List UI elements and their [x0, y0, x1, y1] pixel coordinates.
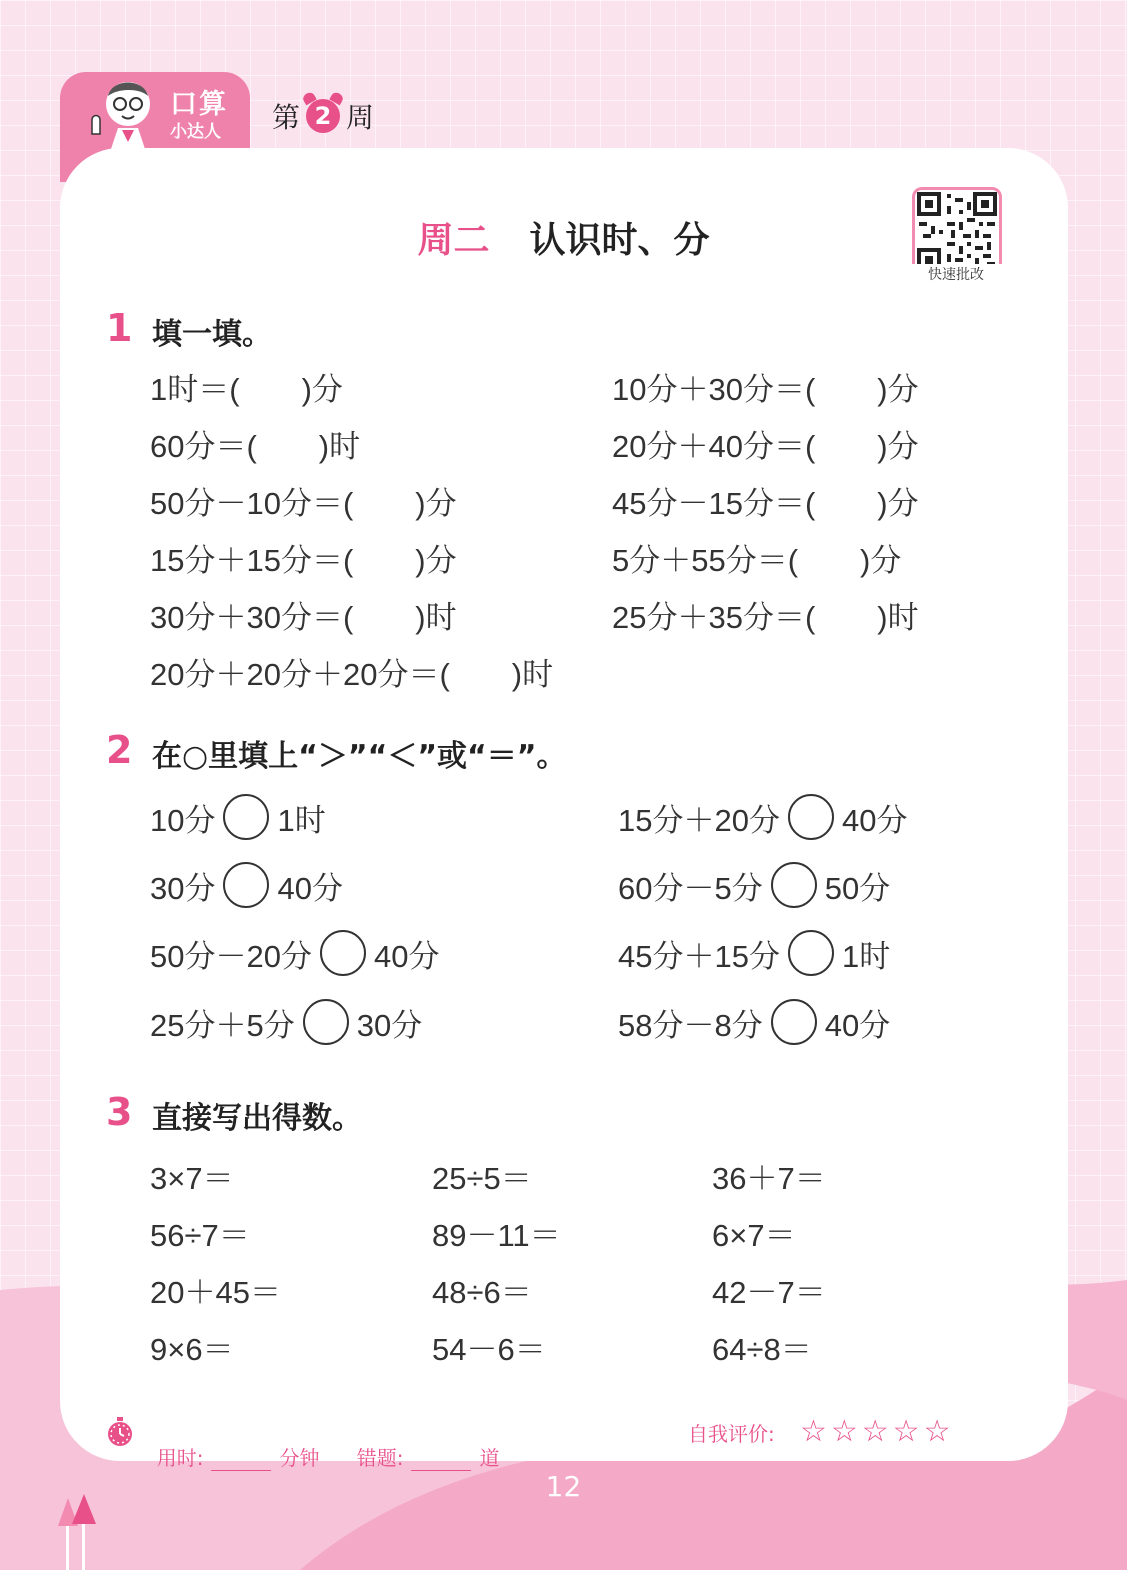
compare-item [150, 794, 326, 840]
calc-question: 3×7＝ [150, 1161, 234, 1196]
fill-question: 20分＋40分＝( )分 [612, 429, 919, 464]
compare-item [618, 862, 890, 908]
fill-question: 60分＝( )时 [150, 429, 361, 464]
section-3-title: 直接写出得数。 [152, 1101, 362, 1136]
errors-blank[interactable] [411, 1448, 471, 1471]
fill-question: 1时＝( )分 [150, 372, 343, 407]
fill-question: 5分＋55分＝( )分 [612, 543, 902, 578]
compare-item [150, 862, 343, 908]
calc-question: 48÷6＝ [432, 1275, 532, 1310]
section-2-title: 在○里填上“＞”“＜”或“＝”。 [152, 739, 567, 774]
calc-question: 42－7＝ [712, 1275, 826, 1310]
section-3-number: 3 [106, 1090, 133, 1134]
compare-left: 25分＋5分 [150, 1007, 295, 1043]
week-prefix: 第 [272, 101, 301, 134]
fill-question: 15分＋15分＝( )分 [150, 543, 457, 578]
week-number-badge: 2 [306, 99, 340, 133]
compare-item [618, 794, 907, 840]
compare-right: 40分 [373, 938, 440, 974]
fill-question: 20分＋20分＋20分＝( )时 [150, 657, 554, 692]
time-field [144, 1418, 319, 1471]
rating-stars[interactable]: ☆☆☆☆☆ [800, 1414, 955, 1449]
compare-left: 15分＋20分 [618, 802, 780, 838]
qr-code-label: 快速批改 [906, 264, 1006, 284]
fill-question: 30分＋30分＝( )时 [150, 600, 457, 635]
compare-circle[interactable] [788, 794, 834, 840]
page-title-topic: 认识时、分 [529, 220, 710, 261]
compare-circle[interactable] [303, 999, 349, 1045]
fill-question: 10分＋30分＝( )分 [612, 372, 919, 407]
section-1-title: 填一填。 [152, 317, 272, 352]
brand-name: 口算 [170, 89, 228, 120]
section-2-number: 2 [106, 728, 133, 772]
calc-question: 64÷8＝ [712, 1332, 812, 1367]
errors-field [344, 1418, 499, 1471]
compare-item [150, 930, 439, 976]
calc-question: 25÷5＝ [432, 1161, 532, 1196]
compare-left: 58分－8分 [618, 1007, 763, 1043]
calc-question: 36＋7＝ [712, 1161, 826, 1196]
calc-question: 56÷7＝ [150, 1218, 250, 1253]
compare-circle[interactable] [771, 999, 817, 1045]
errors-unit: 道 [479, 1446, 500, 1470]
calc-question: 89－11＝ [432, 1218, 561, 1253]
compare-left: 45分＋15分 [618, 938, 780, 974]
errors-label: 错题: [356, 1446, 404, 1470]
mascot-icon [78, 72, 168, 152]
brand-subtitle: 小达人 [170, 122, 221, 142]
time-label: 用时: [156, 1446, 204, 1470]
compare-right: 1时 [841, 938, 891, 974]
calc-question: 54－6＝ [432, 1332, 546, 1367]
compare-circle[interactable] [223, 862, 269, 908]
compare-left: 50分－20分 [150, 938, 312, 974]
tree-decoration-icon [54, 1494, 98, 1570]
compare-item [150, 999, 422, 1045]
compare-left: 10分 [150, 802, 216, 838]
page-title-day: 周二 [417, 220, 490, 261]
compare-circle[interactable] [320, 930, 366, 976]
compare-right: 50分 [824, 870, 891, 906]
compare-left: 30分 [150, 870, 216, 906]
compare-right: 40分 [277, 870, 343, 906]
fill-question: 45分－15分＝( )分 [612, 486, 919, 521]
compare-circle[interactable] [788, 930, 834, 976]
rating-label: 自我评价: [688, 1422, 775, 1446]
time-blank[interactable] [211, 1448, 271, 1471]
compare-right: 40分 [841, 802, 908, 838]
compare-circle[interactable] [223, 794, 269, 840]
calc-question: 6×7＝ [712, 1218, 796, 1253]
compare-circle[interactable] [771, 862, 817, 908]
compare-left: 60分－5分 [618, 870, 763, 906]
week-suffix: 周 [346, 101, 375, 134]
calc-question: 9×6＝ [150, 1332, 234, 1367]
page-number: 12 [545, 1470, 582, 1503]
qr-code-icon [915, 190, 999, 274]
fill-question: 25分＋35分＝( )时 [612, 600, 919, 635]
section-1-number: 1 [106, 306, 133, 350]
fill-question: 50分－10分＝( )分 [150, 486, 457, 521]
compare-item [618, 930, 890, 976]
compare-item [618, 999, 890, 1045]
compare-right: 30分 [356, 1007, 423, 1043]
week-indicator [272, 96, 374, 136]
stopwatch-icon [106, 1417, 134, 1447]
compare-right: 40分 [824, 1007, 891, 1043]
time-unit: 分钟 [279, 1446, 320, 1470]
compare-right: 1时 [277, 802, 326, 838]
calc-question: 20＋45＝ [150, 1275, 281, 1310]
